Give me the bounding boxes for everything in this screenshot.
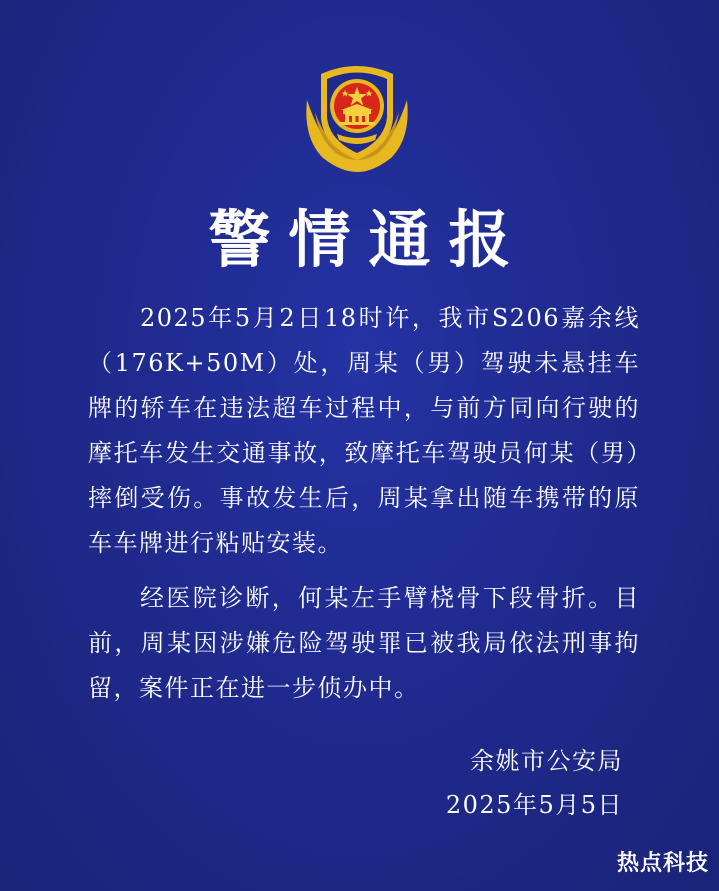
body-paragraph-1: 2025年5月2日18时许，我市S206嘉余线（176K+50M）处，周某（男）驾驶未悬挂车牌的轿车在违法超车过程中，与前方同向行驶的摩托车发生交通事故，致摩托车驾驶员何某（男）摔倒受伤。事故发生后，周某拿出随车携带的原车车牌进行粘贴安装。: [88, 304, 640, 557]
notice-title: 警情通报: [208, 203, 529, 276]
issue-date: 2025年5月5日: [445, 791, 623, 819]
notice-body: [88, 296, 640, 711]
body-paragraph-2: 经医院诊断，何某左手臂桡骨下段骨折。目前，周某因涉嫌危险驾驶罪已被我局依法刑事拘留，案件正在进一步侦办中。: [88, 584, 640, 702]
source-watermark: 热点科技: [616, 851, 709, 876]
police-emblem-icon: [301, 60, 413, 176]
issuer-name: 余姚市公安局: [470, 747, 623, 775]
